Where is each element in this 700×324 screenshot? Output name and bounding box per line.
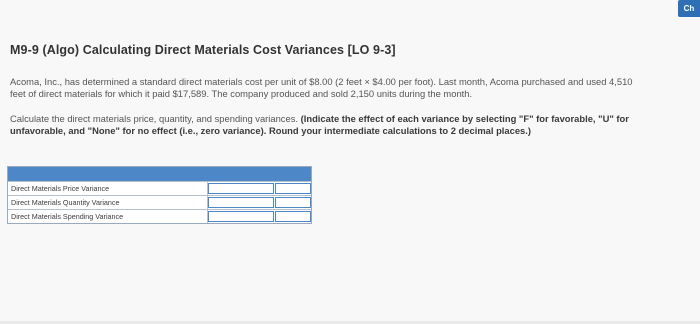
instructions-bold-text: (Indicate the effect of each variance by selecting "F" for favorable, "U" for unfavorable, and "None" for no effect (i.e., zero variance). Round your intermediate calculations to 2 decimal places.): [10, 113, 629, 136]
top-right-button-label: Ch: [683, 4, 695, 13]
row-label: Direct Materials Price Variance: [8, 182, 208, 195]
variance-table: [7, 166, 312, 224]
price-variance-effect-select[interactable]: [275, 183, 311, 194]
instructions-text: Calculate the direct materials price, quantity, and spending variances.: [10, 113, 301, 124]
row-label: Direct Materials Spending Variance: [8, 210, 208, 223]
spending-variance-effect-select[interactable]: [275, 211, 311, 222]
quantity-variance-effect-select[interactable]: [275, 197, 311, 208]
quantity-variance-amount-input[interactable]: [208, 197, 274, 208]
table-row-spending-variance: [8, 209, 311, 223]
problem-title: M9-9 (Algo) Calculating Direct Materials Cost Variances [LO 9-3]: [10, 43, 396, 57]
row-label: Direct Materials Quantity Variance: [8, 196, 208, 209]
price-variance-amount-input[interactable]: [208, 183, 274, 194]
top-right-button[interactable]: [678, 0, 700, 17]
problem-paragraph-2: [10, 113, 650, 136]
table-header: [8, 167, 311, 181]
problem-paragraph-1: Acoma, Inc., has determined a standard direct materials cost per unit of $8.00 (2 feet × $4.00 per foot). Last month, Acoma purchased and used 4,510 feet of direct materials for which it paid $17,589. The company produced and sold 2,150 units during the month.: [10, 76, 633, 99]
spending-variance-amount-input[interactable]: [208, 211, 274, 222]
table-row-price-variance: [8, 181, 311, 195]
table-row-quantity-variance: [8, 195, 311, 209]
